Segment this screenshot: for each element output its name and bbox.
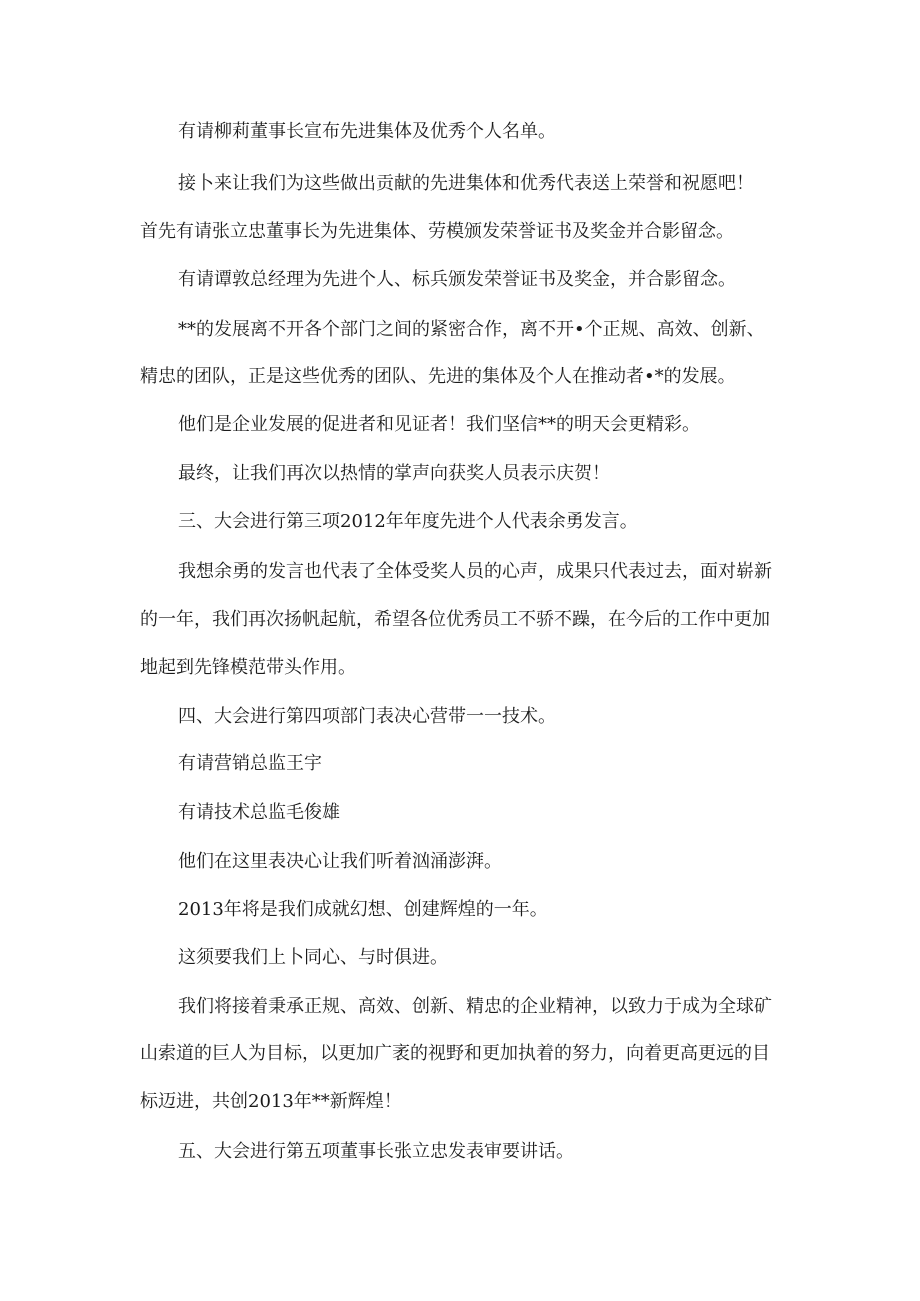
paragraph-line: 有请营销总监王宇	[178, 753, 322, 774]
paragraph-line: 他们在这里表决心让我们听着汹涌澎湃。	[178, 851, 502, 872]
paragraph-line: 这须要我们上卜同心、与时俱进。	[178, 947, 448, 968]
paragraph-line: **的发展离不开各个部门之间的紧密合作，离不开•个正规、高效、创新、	[178, 319, 765, 340]
paragraph-line: 有请柳莉董事长宣布先进集体及优秀个人名单。	[178, 121, 556, 142]
paragraph-line: 我们将接着秉承正规、高效、创新、精忠的企业精神，以致力于成为全球矿	[178, 996, 772, 1017]
paragraph-line: 精忠的团队，正是这些优秀的团队、先进的集体及个人在推动者•*的发展。	[140, 366, 736, 387]
paragraph-line: 五、大会进行第五项董事长张立忠发表审要讲话。	[178, 1141, 574, 1162]
paragraph-line: 山索道的巨人为目标，以更加广袤的视野和更加执着的努力，向着更高更远的目	[140, 1043, 770, 1064]
paragraph-line: 最终，让我们再次以热情的掌声向获奖人员表示庆贺！	[178, 463, 610, 484]
paragraph-line: 有请谭敦总经理为先进个人、标兵颁发荣誉证书及奖金，并合影留念。	[178, 269, 736, 290]
paragraph-line: 有请技术总监毛俊雄	[178, 802, 340, 823]
paragraph-line: 首先有请张立忠董事长为先进集体、劳模颁发荣誉证书及奖金并合影留念。	[140, 221, 734, 242]
paragraph-line: 三、大会进行第三项2012年年度先进个人代表余勇发言。	[178, 511, 638, 532]
paragraph-line: 2013年将是我们成就幻想、创建辉煌的一年。	[178, 899, 548, 920]
paragraph-line: 四、大会进行第四项部门表决心营带一一技术。	[178, 706, 556, 727]
paragraph-line: 我想余勇的发言也代表了全体受奖人员的心声，成果只代表过去，面对崭新	[178, 561, 772, 582]
paragraph-line: 接卜来让我们为这些做出贡献的先进集体和优秀代表送上荣誉和祝愿吧！	[178, 173, 754, 194]
paragraph-line: 他们是企业发展的促进者和见证者！我们坚信**的明天会更精彩。	[178, 414, 700, 435]
paragraph-line: 标迈进，共创2013年**新辉煌！	[140, 1091, 402, 1112]
paragraph-line: 地起到先锋模范带头作用。	[140, 657, 356, 678]
paragraph-line: 的一年，我们再次扬帆起航，希望各位优秀员工不骄不躁，在今后的工作中更加	[140, 609, 770, 630]
